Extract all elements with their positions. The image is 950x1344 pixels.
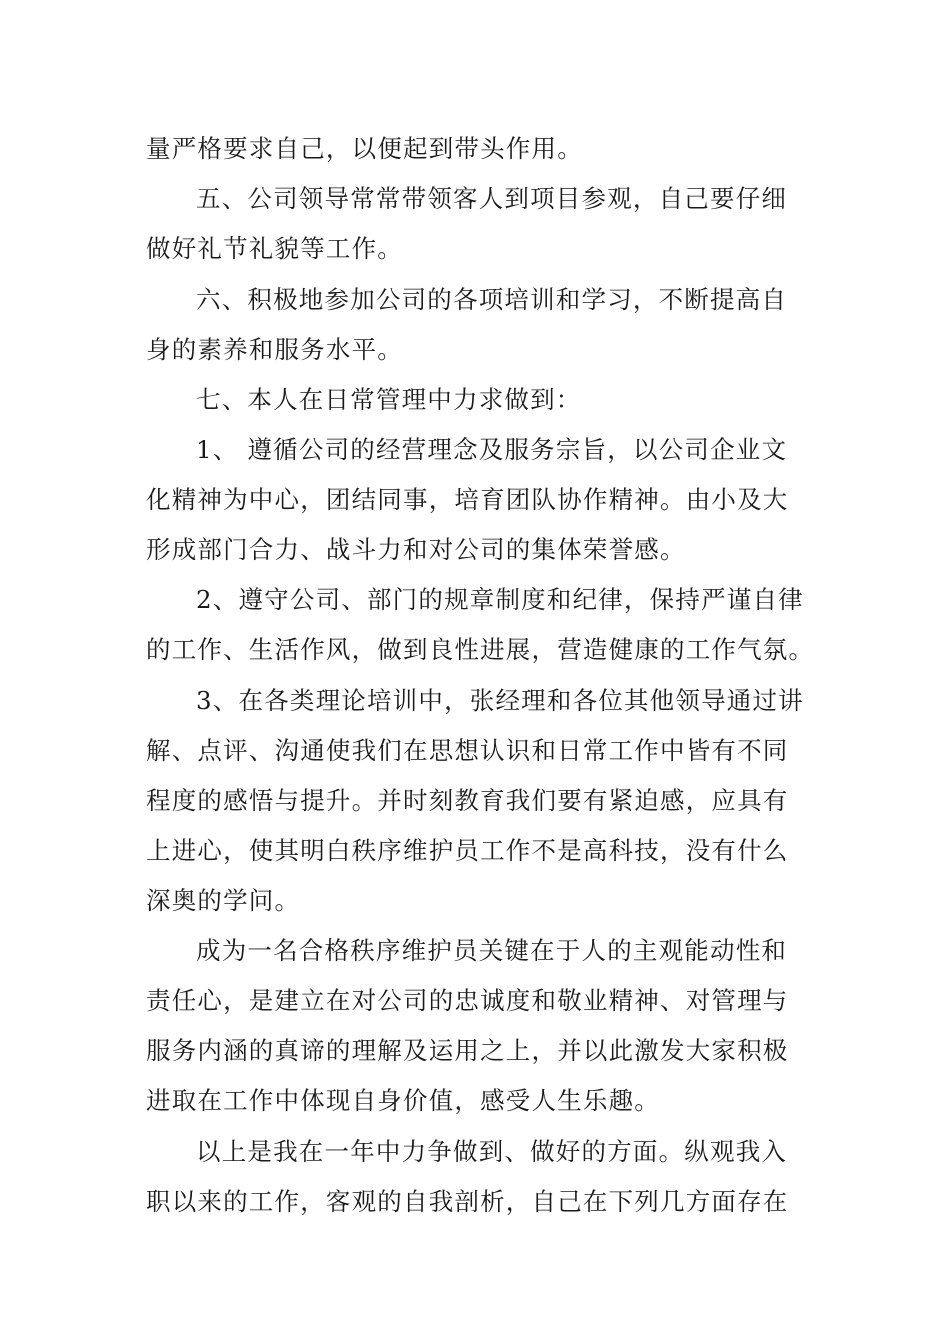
- text-line: 以上是我在一年中力争做到、做好的方面。纵观我入: [196, 1137, 788, 1166]
- text-line: 进取在工作中体现自身价值，感受人生乐趣。: [146, 1086, 660, 1115]
- text-line: 2、遵守公司、部门的规章制度和纪律，保持严谨自律: [196, 585, 804, 614]
- text-line: 五、公司领导常常带领客人到项目参观，自己要仔细: [196, 184, 788, 213]
- text-line: 上进心，使其明白秩序维护员工作不是高科技，没有什么: [146, 836, 789, 865]
- text-line: 身的素养和服务水平。: [146, 335, 403, 364]
- text-line: 七、本人在日常管理中力求做到：: [196, 385, 582, 414]
- text-line: 深奥的学问。: [146, 886, 301, 915]
- text-line: 化精神为中心，团结同事，培育团队协作精神。由小及大: [146, 485, 789, 514]
- text-line: 做好礼节礼貌等工作。: [146, 234, 403, 263]
- text-line: 成为一名合格秩序维护员关键在于人的主观能动性和: [196, 936, 788, 965]
- text-line: 解、点评、沟通使我们在思想认识和日常工作中皆有不同: [146, 736, 789, 765]
- text-line: 服务内涵的真谛的理解及运用之上，并以此激发大家积极: [146, 1036, 789, 1065]
- text-line: 职以来的工作，客观的自我剖析，自己在下列几方面存在: [146, 1187, 789, 1216]
- text-line: 责任心，是建立在对公司的忠诚度和敬业精神、对管理与: [146, 986, 789, 1015]
- text-line: 量严格要求自己，以便起到带头作用。: [146, 134, 583, 163]
- text-line: 1、 遵循公司的经营理念及服务宗旨，以公司企业文: [196, 435, 788, 464]
- text-line: 形成部门合力、战斗力和对公司的集体荣誉感。: [146, 535, 686, 564]
- text-line: 六、积极地参加公司的各项培训和学习，不断提高自: [196, 285, 788, 314]
- text-line: 3、在各类理论培训中，张经理和各位其他领导通过讲: [196, 686, 804, 715]
- text-line: 的工作、生活作风，做到良性进展，营造健康的工作气氛。: [146, 635, 815, 664]
- text-line: 程度的感悟与提升。并时刻教育我们要有紧迫感，应具有: [146, 786, 789, 815]
